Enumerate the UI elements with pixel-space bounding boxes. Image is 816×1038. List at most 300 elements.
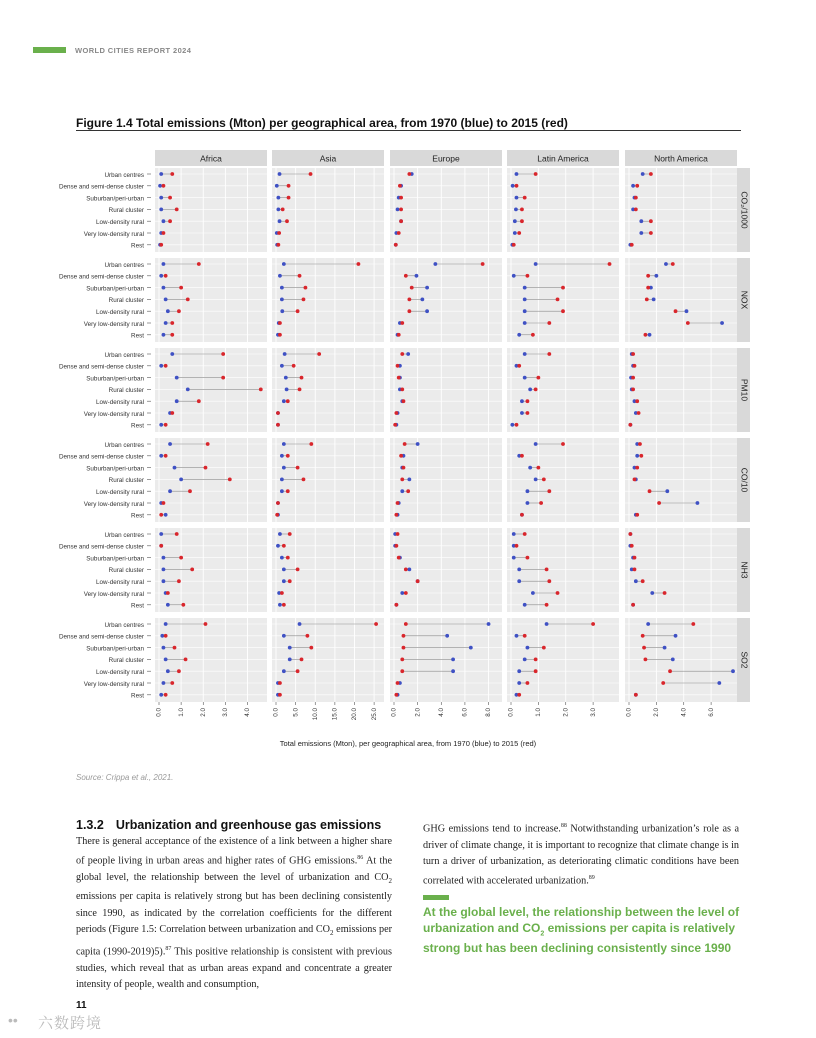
category-label: Rest xyxy=(131,332,144,340)
point-1970 xyxy=(166,669,170,673)
point-2015 xyxy=(276,423,280,427)
x-tick-label: 0.0 xyxy=(507,708,515,717)
point-1970 xyxy=(517,681,521,685)
point-2015 xyxy=(396,681,400,685)
section-title: Urbanization and greenhouse gas emissions xyxy=(115,818,382,832)
point-2015 xyxy=(278,693,282,697)
x-tick-label: 0.0 xyxy=(625,708,633,717)
point-1970 xyxy=(159,208,163,212)
point-1970 xyxy=(282,442,286,446)
point-2015 xyxy=(633,364,637,368)
point-1970 xyxy=(639,231,643,235)
point-2015 xyxy=(296,466,300,470)
point-1970 xyxy=(639,219,643,223)
point-2015 xyxy=(561,309,565,313)
facet-strip-label: PM10 xyxy=(739,378,750,402)
panel-background xyxy=(272,438,384,522)
x-tick-label: 1.0 xyxy=(535,708,543,717)
x-axis-title: Total emissions (Mton), per geographical area, from 1970 (blue) to 2015 (red) xyxy=(279,739,537,748)
point-1970 xyxy=(168,489,172,493)
category-label: Suburban/peri-urban xyxy=(86,375,144,383)
point-2015 xyxy=(285,219,289,223)
point-2015 xyxy=(400,321,404,325)
point-2015 xyxy=(631,376,635,380)
panel-background xyxy=(155,618,267,702)
point-2015 xyxy=(304,286,308,290)
panel-background xyxy=(155,438,267,522)
point-2015 xyxy=(520,513,524,517)
point-2015 xyxy=(173,646,177,650)
point-1970 xyxy=(515,172,519,176)
x-tick-label: 0.0 xyxy=(390,708,398,717)
category-label: Suburban/peri-urban xyxy=(86,645,144,653)
panel-background xyxy=(272,528,384,612)
point-2015 xyxy=(309,442,313,446)
point-1970 xyxy=(696,501,700,505)
point-1970 xyxy=(517,568,521,572)
point-1970 xyxy=(671,658,675,662)
category-label: Very low-density rural xyxy=(83,590,144,598)
point-2015 xyxy=(515,184,519,188)
footnote-ref[interactable]: 87 xyxy=(165,946,172,953)
x-tick-label: 6.0 xyxy=(461,708,469,717)
point-2015 xyxy=(649,172,653,176)
panel-background xyxy=(507,168,619,252)
panel-background xyxy=(155,168,267,252)
paragraph-text: emissions per capita (1990-2019)5). xyxy=(76,923,392,958)
point-2015 xyxy=(159,544,163,548)
point-2015 xyxy=(400,669,404,673)
x-tick-label: 5.0 xyxy=(292,708,300,717)
point-1970 xyxy=(278,274,282,278)
pull-quote-text: emissions per capita is relatively strong but has been declining consistently since 1990 xyxy=(423,920,736,956)
point-2015 xyxy=(526,556,530,560)
point-1970 xyxy=(282,262,286,266)
point-2015 xyxy=(644,333,648,337)
facet-strip-label: NH3 xyxy=(739,561,750,579)
point-2015 xyxy=(394,513,398,517)
point-2015 xyxy=(635,513,639,517)
point-1970 xyxy=(512,274,516,278)
point-1970 xyxy=(654,274,658,278)
point-2015 xyxy=(357,262,361,266)
point-2015 xyxy=(221,352,225,356)
point-2015 xyxy=(170,321,174,325)
category-label: Low-density rural xyxy=(96,579,144,586)
point-2015 xyxy=(164,634,168,638)
point-2015 xyxy=(276,411,280,415)
point-2015 xyxy=(181,603,185,607)
subscript: 2 xyxy=(330,928,334,937)
point-1970 xyxy=(162,646,166,650)
point-2015 xyxy=(286,454,290,458)
point-1970 xyxy=(278,172,282,176)
point-1970 xyxy=(159,364,163,368)
point-2015 xyxy=(671,262,675,266)
category-label: Low-density rural xyxy=(96,309,144,316)
point-1970 xyxy=(523,603,527,607)
point-1970 xyxy=(175,399,179,403)
point-2015 xyxy=(686,321,690,325)
point-2015 xyxy=(641,579,645,583)
point-2015 xyxy=(292,364,296,368)
point-1970 xyxy=(523,376,527,380)
point-2015 xyxy=(309,172,313,176)
point-2015 xyxy=(668,669,672,673)
point-1970 xyxy=(415,274,419,278)
point-2015 xyxy=(634,196,638,200)
point-2015 xyxy=(184,658,188,662)
point-2015 xyxy=(534,658,538,662)
x-tick-label: 1.0 xyxy=(177,708,185,717)
point-1970 xyxy=(186,388,190,392)
point-2015 xyxy=(534,669,538,673)
point-1970 xyxy=(288,658,292,662)
category-label: Rural cluster xyxy=(108,567,144,575)
point-2015 xyxy=(164,693,168,697)
point-2015 xyxy=(170,333,174,337)
paragraph-text: At the global level, the relationship between the level of urbanization and CO xyxy=(76,855,392,883)
footnote-ref[interactable]: 88 xyxy=(560,823,567,829)
point-2015 xyxy=(526,681,530,685)
x-tick-label: 3.0 xyxy=(589,708,597,717)
point-2015 xyxy=(287,184,291,188)
point-1970 xyxy=(523,298,527,302)
category-label: Very low-density rural xyxy=(83,230,144,238)
footnote-ref[interactable]: 89 xyxy=(588,875,595,882)
point-2015 xyxy=(517,231,521,235)
point-2015 xyxy=(296,309,300,313)
point-2015 xyxy=(197,399,201,403)
point-1970 xyxy=(282,399,286,403)
point-1970 xyxy=(631,184,635,188)
point-1970 xyxy=(280,556,284,560)
point-2015 xyxy=(649,219,653,223)
point-2015 xyxy=(399,208,403,212)
point-2015 xyxy=(298,274,302,278)
point-2015 xyxy=(164,274,168,278)
category-label: Low-density rural xyxy=(96,669,144,676)
watermark-logo-icon: •• xyxy=(8,1012,18,1028)
facet-strip-label: CO/10 xyxy=(739,467,750,493)
point-1970 xyxy=(517,579,521,583)
category-label: Dense and semi-dense cluster xyxy=(58,273,144,281)
point-2015 xyxy=(296,669,300,673)
facet-header-label: Africa xyxy=(200,153,222,164)
panel-background xyxy=(625,168,737,252)
point-1970 xyxy=(433,262,437,266)
point-2015 xyxy=(164,423,168,427)
point-2015 xyxy=(628,423,632,427)
point-1970 xyxy=(416,442,420,446)
point-2015 xyxy=(515,423,519,427)
point-2015 xyxy=(536,376,540,380)
footnote-ref[interactable]: 86 xyxy=(357,855,364,862)
point-1970 xyxy=(280,454,284,458)
point-2015 xyxy=(523,196,527,200)
paragraph-text: There is general acceptance of the existence of a link between a higher share of people living in urban areas and higher rates of GHG emissions. xyxy=(76,836,392,867)
point-2015 xyxy=(302,298,306,302)
panel-background xyxy=(507,438,619,522)
point-2015 xyxy=(277,231,281,235)
point-1970 xyxy=(528,388,532,392)
point-2015 xyxy=(162,231,166,235)
point-2015 xyxy=(177,309,181,313)
point-1970 xyxy=(685,309,689,313)
point-2015 xyxy=(520,454,524,458)
point-1970 xyxy=(159,423,163,427)
point-2015 xyxy=(286,556,290,560)
point-2015 xyxy=(545,603,549,607)
point-2015 xyxy=(556,298,560,302)
point-1970 xyxy=(515,196,519,200)
point-2015 xyxy=(633,556,637,560)
point-2015 xyxy=(642,646,646,650)
category-label: Urban centres xyxy=(104,531,144,539)
point-1970 xyxy=(159,532,163,536)
point-2015 xyxy=(547,489,551,493)
point-1970 xyxy=(523,309,527,313)
point-1970 xyxy=(282,669,286,673)
point-2015 xyxy=(644,658,648,662)
point-2015 xyxy=(481,262,485,266)
point-2015 xyxy=(628,532,632,536)
point-2015 xyxy=(278,681,282,685)
point-2015 xyxy=(298,388,302,392)
category-label: Rest xyxy=(131,602,144,610)
category-label: Very low-density rural xyxy=(83,410,144,418)
point-2015 xyxy=(515,544,519,548)
category-label: Very low-density rural xyxy=(83,320,144,328)
point-1970 xyxy=(531,591,535,595)
paragraph-text: This positive relationship is consistent with previous studies, which reveal that as urban areas expand and concentrate a greater intensity of people, wealth and consumption, xyxy=(76,946,392,991)
point-2015 xyxy=(646,286,650,290)
pull-quote-text: At the global level, the relationship between the level of urbanization and CO xyxy=(423,905,740,935)
point-2015 xyxy=(400,388,404,392)
point-2015 xyxy=(204,466,208,470)
point-2015 xyxy=(402,399,406,403)
category-label: Rest xyxy=(131,422,144,430)
paragraph-text: emissions per capita is relatively strong but has been declining consistently since 1990, as indicated by the correlation coefficients for the different periods (Figure 1.5: Correlation between urbanization and CO xyxy=(76,891,392,935)
point-2015 xyxy=(397,376,401,380)
point-1970 xyxy=(164,298,168,302)
point-2015 xyxy=(175,208,179,212)
point-2015 xyxy=(630,243,634,247)
point-2015 xyxy=(520,219,524,223)
point-1970 xyxy=(162,556,166,560)
point-2015 xyxy=(393,423,397,427)
point-2015 xyxy=(526,274,530,278)
point-2015 xyxy=(545,568,549,572)
point-2015 xyxy=(404,568,408,572)
point-1970 xyxy=(534,262,538,266)
category-label: Dense and semi-dense cluster xyxy=(58,183,144,191)
point-2015 xyxy=(630,544,634,548)
x-tick-label: 2.0 xyxy=(199,708,207,717)
point-1970 xyxy=(445,634,449,638)
point-2015 xyxy=(635,184,639,188)
point-2015 xyxy=(398,184,402,188)
category-label: Suburban/peri-urban xyxy=(86,555,144,563)
report-title: WORLD CITIES REPORT 2024 xyxy=(75,46,192,55)
facet-header-label: North America xyxy=(654,153,708,164)
point-2015 xyxy=(637,411,641,415)
point-1970 xyxy=(523,321,527,325)
pull-quote xyxy=(423,905,741,957)
point-2015 xyxy=(286,399,290,403)
point-1970 xyxy=(664,262,668,266)
point-2015 xyxy=(416,579,420,583)
point-1970 xyxy=(648,333,652,337)
point-2015 xyxy=(399,454,403,458)
point-1970 xyxy=(288,646,292,650)
point-2015 xyxy=(175,532,179,536)
point-1970 xyxy=(162,219,166,223)
point-2015 xyxy=(204,622,208,626)
point-2015 xyxy=(259,388,263,392)
facet-header-label: Latin America xyxy=(537,153,589,164)
section-heading xyxy=(76,818,381,832)
point-2015 xyxy=(300,376,304,380)
category-label: Rural cluster xyxy=(108,297,144,305)
point-1970 xyxy=(280,309,284,313)
point-2015 xyxy=(394,243,398,247)
point-2015 xyxy=(305,634,309,638)
point-2015 xyxy=(403,442,407,446)
point-1970 xyxy=(280,364,284,368)
point-1970 xyxy=(523,286,527,290)
point-2015 xyxy=(179,286,183,290)
facet-strip-label: NOX xyxy=(739,290,750,310)
x-tick-label: 4.0 xyxy=(244,708,252,717)
point-1970 xyxy=(280,489,284,493)
point-1970 xyxy=(276,208,280,212)
point-2015 xyxy=(287,196,291,200)
point-2015 xyxy=(649,231,653,235)
facet-strip-label: CO₂/1000 xyxy=(739,191,750,229)
x-tick-label: 0.0 xyxy=(155,708,163,717)
category-label: Low-density rural xyxy=(96,489,144,496)
point-2015 xyxy=(276,243,280,247)
point-1970 xyxy=(545,622,549,626)
point-2015 xyxy=(536,466,540,470)
point-2015 xyxy=(633,478,637,482)
point-2015 xyxy=(228,478,232,482)
point-1970 xyxy=(523,352,527,356)
point-2015 xyxy=(547,352,551,356)
x-tick-label: 3.0 xyxy=(222,708,230,717)
category-label: Very low-density rural xyxy=(83,500,144,508)
point-2015 xyxy=(691,622,695,626)
point-1970 xyxy=(400,489,404,493)
point-2015 xyxy=(634,693,638,697)
point-2015 xyxy=(635,466,639,470)
paragraph-text: GHG emissions tend to increase. xyxy=(423,823,561,835)
point-2015 xyxy=(162,184,166,188)
point-2015 xyxy=(397,231,401,235)
point-1970 xyxy=(298,622,302,626)
point-2015 xyxy=(402,634,406,638)
point-2015 xyxy=(396,501,400,505)
point-1970 xyxy=(451,669,455,673)
point-1970 xyxy=(407,568,411,572)
x-tick-label: 2.0 xyxy=(562,708,570,717)
point-1970 xyxy=(276,196,280,200)
point-2015 xyxy=(523,634,527,638)
point-1970 xyxy=(635,454,639,458)
point-1970 xyxy=(641,172,645,176)
point-1970 xyxy=(162,568,166,572)
point-2015 xyxy=(400,352,404,356)
point-2015 xyxy=(539,501,543,505)
point-2015 xyxy=(404,274,408,278)
point-1970 xyxy=(170,352,174,356)
point-2015 xyxy=(400,658,404,662)
point-2015 xyxy=(302,478,306,482)
point-1970 xyxy=(280,298,284,302)
category-label: Rural cluster xyxy=(108,477,144,485)
category-label: Very low-density rural xyxy=(83,680,144,688)
point-2015 xyxy=(394,544,398,548)
point-2015 xyxy=(556,591,560,595)
point-1970 xyxy=(280,286,284,290)
point-2015 xyxy=(177,579,181,583)
category-label: Low-density rural xyxy=(96,219,144,226)
panel-background xyxy=(625,618,737,702)
point-1970 xyxy=(425,309,429,313)
point-2015 xyxy=(399,219,403,223)
point-2015 xyxy=(394,603,398,607)
point-1970 xyxy=(158,184,162,188)
point-1970 xyxy=(526,501,530,505)
point-2015 xyxy=(190,568,194,572)
x-tick-label: 4.0 xyxy=(680,708,688,717)
point-2015 xyxy=(520,208,524,212)
point-1970 xyxy=(514,208,518,212)
point-1970 xyxy=(406,352,410,356)
point-1970 xyxy=(162,579,166,583)
point-1970 xyxy=(282,634,286,638)
category-label: Urban centres xyxy=(104,261,144,269)
point-2015 xyxy=(631,603,635,607)
point-2015 xyxy=(317,352,321,356)
panel-background xyxy=(390,168,502,252)
point-1970 xyxy=(652,298,656,302)
point-2015 xyxy=(639,454,643,458)
subscript: 2 xyxy=(540,929,545,937)
category-label: Urban centres xyxy=(104,621,144,629)
point-2015 xyxy=(280,591,284,595)
point-1970 xyxy=(164,513,168,517)
watermark-text: 六数跨境 xyxy=(38,1015,103,1032)
point-2015 xyxy=(657,501,661,505)
category-label: Urban centres xyxy=(104,171,144,179)
point-2015 xyxy=(288,579,292,583)
x-tick-label: 8.0 xyxy=(485,708,493,717)
point-2015 xyxy=(512,243,516,247)
point-2015 xyxy=(168,196,172,200)
point-2015 xyxy=(399,196,403,200)
point-2015 xyxy=(407,298,411,302)
point-1970 xyxy=(517,333,521,337)
panel-background xyxy=(390,618,502,702)
category-label: Dense and semi-dense cluster xyxy=(58,453,144,461)
point-1970 xyxy=(278,603,282,607)
category-label: Dense and semi-dense cluster xyxy=(58,543,144,551)
panel-background xyxy=(625,528,737,612)
point-2015 xyxy=(634,208,638,212)
panel-background xyxy=(272,348,384,432)
